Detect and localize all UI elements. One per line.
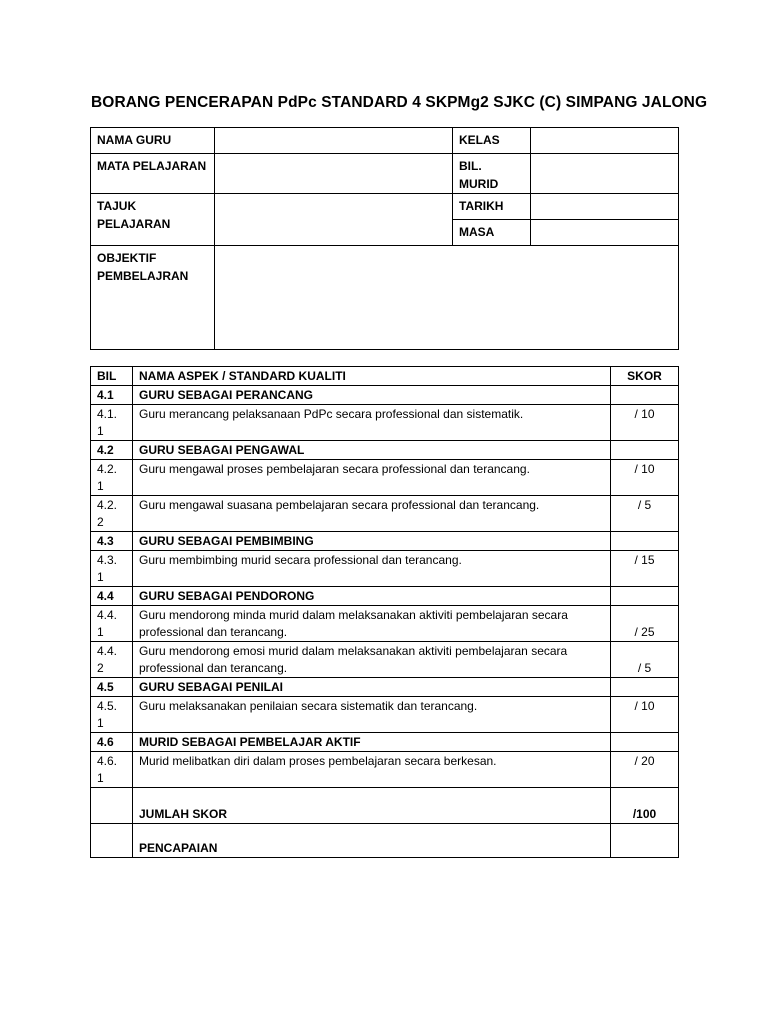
item-number bbox=[91, 697, 133, 733]
section-row bbox=[91, 532, 679, 551]
pencapaian-label: PENCAPAIAN bbox=[133, 824, 611, 858]
item-number-line2: 1 bbox=[97, 479, 104, 493]
item-text: Murid melibatkan diri dalam proses pembelajaran secara berkesan. bbox=[133, 752, 611, 788]
section-title: MURID SEBAGAI PEMBELAJAR AKTIF bbox=[133, 733, 611, 752]
kelas-label: KELAS bbox=[453, 128, 531, 154]
objektif-label-line2: PEMBELAJRAN bbox=[97, 269, 189, 283]
page-title: BORANG PENCERAPAN PdPc STANDARD 4 SKPMg2 SJKC (C) SIMPANG JALONG bbox=[91, 94, 708, 111]
item-text: Guru melaksanakan penilaian secara sistematik dan terancang. bbox=[133, 697, 611, 733]
section-row bbox=[91, 386, 679, 405]
item-number-line2: 2 bbox=[97, 661, 104, 675]
item-text: Guru mengawal suasana pembelajaran secara professional dan terancang. bbox=[133, 496, 611, 532]
tarikh-label: TARIKH bbox=[453, 194, 531, 220]
item-text-line1: Guru mendorong emosi murid dalam melaksanakan aktiviti pembelajaran secara bbox=[139, 644, 568, 658]
item-number-line1: 4.3. bbox=[97, 553, 118, 567]
item-number bbox=[91, 606, 133, 642]
item-number bbox=[91, 752, 133, 788]
section-number: 4.2 bbox=[91, 441, 133, 460]
mata-pelajaran-label: MATA PELAJARAN bbox=[91, 154, 215, 194]
item-number bbox=[91, 405, 133, 441]
item-number bbox=[91, 551, 133, 587]
item-number-line2: 1 bbox=[97, 570, 104, 584]
masa-label: MASA bbox=[453, 220, 531, 246]
table-row bbox=[91, 405, 679, 441]
table-row bbox=[91, 642, 679, 678]
item-number-line1: 4.1. bbox=[97, 407, 118, 421]
item-number-line1: 4.2. bbox=[97, 462, 118, 476]
item-text-line2: professional dan terancang. bbox=[139, 661, 288, 675]
item-number-line1: 4.5. bbox=[97, 699, 118, 713]
empty-cell bbox=[91, 788, 133, 824]
item-text: Guru mengawal proses pembelajaran secara professional dan terancang. bbox=[133, 460, 611, 496]
item-number-line1: 4.4. bbox=[97, 608, 118, 622]
section-title: GURU SEBAGAI PENGAWAL bbox=[133, 441, 611, 460]
table-row bbox=[91, 752, 679, 788]
item-text-line2: professional dan terancang. bbox=[139, 625, 288, 639]
section-number: 4.6 bbox=[91, 733, 133, 752]
section-row bbox=[91, 587, 679, 606]
tajuk-pelajaran-field[interactable] bbox=[215, 194, 453, 246]
jumlah-skor-value[interactable]: /100 bbox=[611, 788, 679, 824]
section-title: GURU SEBAGAI PERANCANG bbox=[133, 386, 611, 405]
tarikh-field[interactable] bbox=[531, 194, 679, 220]
table-row bbox=[91, 606, 679, 642]
objektif-field[interactable] bbox=[215, 246, 679, 350]
skor-cell[interactable]: / 10 bbox=[611, 697, 679, 733]
item-number-line1: 4.2. bbox=[97, 498, 118, 512]
section-row bbox=[91, 678, 679, 697]
item-number-line1: 4.4. bbox=[97, 644, 118, 658]
skor-cell[interactable] bbox=[611, 587, 679, 606]
empty-cell bbox=[91, 824, 133, 858]
skor-cell[interactable]: / 10 bbox=[611, 405, 679, 441]
section-row bbox=[91, 441, 679, 460]
mata-pelajaran-field[interactable] bbox=[215, 154, 453, 194]
item-number bbox=[91, 496, 133, 532]
table-header-row bbox=[91, 367, 679, 386]
item-number-line2: 1 bbox=[97, 625, 104, 639]
pencapaian-row bbox=[91, 824, 679, 858]
table-row bbox=[91, 496, 679, 532]
objektif-label-line1: OBJEKTIF bbox=[97, 251, 157, 265]
item-text bbox=[133, 642, 611, 678]
item-text: Guru membimbing murid secara professional dan terancang. bbox=[133, 551, 611, 587]
item-text bbox=[133, 606, 611, 642]
item-number-line1: 4.6. bbox=[97, 754, 118, 768]
skor-cell[interactable]: / 5 bbox=[611, 496, 679, 532]
pencapaian-value[interactable] bbox=[611, 824, 679, 858]
item-number-line2: 1 bbox=[97, 716, 104, 730]
bil-murid-field[interactable] bbox=[531, 154, 679, 194]
section-number: 4.3 bbox=[91, 532, 133, 551]
item-number-line2: 1 bbox=[97, 771, 104, 785]
nama-guru-label: NAMA GURU bbox=[91, 128, 215, 154]
skor-cell[interactable] bbox=[611, 386, 679, 405]
item-text: Guru merancang pelaksanaan PdPc secara professional dan sistematik. bbox=[133, 405, 611, 441]
skor-cell[interactable]: / 25 bbox=[611, 606, 679, 642]
section-title: GURU SEBAGAI PEMBIMBING bbox=[133, 532, 611, 551]
item-number-line2: 2 bbox=[97, 515, 104, 529]
item-text-line1: Guru mendorong minda murid dalam melaksanakan aktiviti pembelajaran secara bbox=[139, 608, 568, 622]
masa-field[interactable] bbox=[531, 220, 679, 246]
skor-cell[interactable] bbox=[611, 733, 679, 752]
skor-cell[interactable] bbox=[611, 441, 679, 460]
jumlah-skor-row bbox=[91, 788, 679, 824]
item-number bbox=[91, 642, 133, 678]
table-row bbox=[91, 697, 679, 733]
skor-cell[interactable] bbox=[611, 532, 679, 551]
kelas-field[interactable] bbox=[531, 128, 679, 154]
table-row bbox=[91, 460, 679, 496]
header-skor: SKOR bbox=[611, 367, 679, 386]
section-title: GURU SEBAGAI PENDORONG bbox=[133, 587, 611, 606]
objektif-label bbox=[91, 246, 215, 350]
skor-cell[interactable]: / 10 bbox=[611, 460, 679, 496]
item-number-line2: 1 bbox=[97, 424, 104, 438]
section-row bbox=[91, 733, 679, 752]
skor-cell[interactable] bbox=[611, 678, 679, 697]
section-number: 4.4 bbox=[91, 587, 133, 606]
tajuk-pelajaran-label: TAJUK PELAJARAN bbox=[91, 194, 215, 246]
header-bil: BIL bbox=[91, 367, 133, 386]
nama-guru-field[interactable] bbox=[215, 128, 453, 154]
jumlah-skor-label: JUMLAH SKOR bbox=[133, 788, 611, 824]
teacher-info-table bbox=[90, 127, 679, 350]
section-number: 4.1 bbox=[91, 386, 133, 405]
score-table bbox=[90, 366, 679, 858]
skor-cell[interactable]: / 5 bbox=[611, 642, 679, 678]
item-number bbox=[91, 460, 133, 496]
section-number: 4.5 bbox=[91, 678, 133, 697]
skor-cell[interactable]: / 15 bbox=[611, 551, 679, 587]
section-title: GURU SEBAGAI PENILAI bbox=[133, 678, 611, 697]
skor-cell[interactable]: / 20 bbox=[611, 752, 679, 788]
header-aspek: NAMA ASPEK / STANDARD KUALITI bbox=[133, 367, 611, 386]
bil-murid-label: BIL. MURID bbox=[453, 154, 531, 194]
table-row bbox=[91, 551, 679, 587]
